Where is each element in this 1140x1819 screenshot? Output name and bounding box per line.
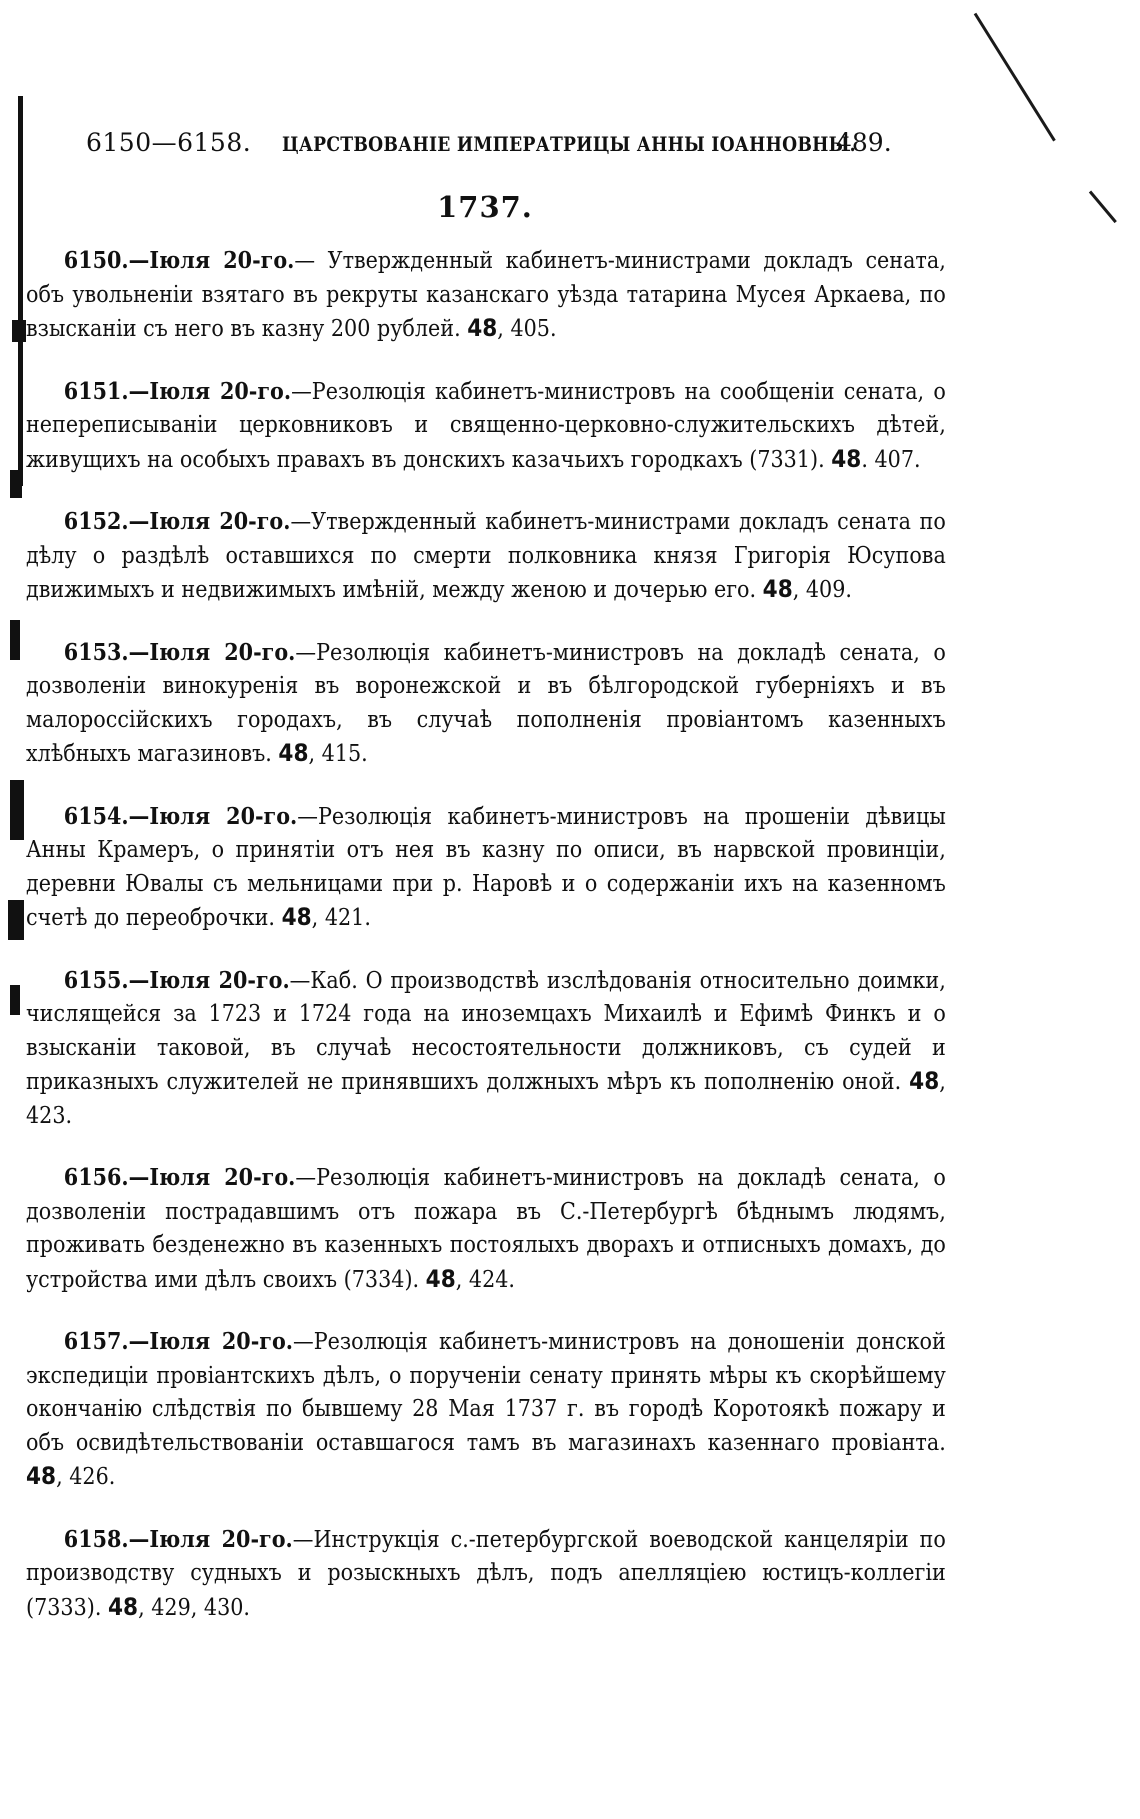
entry-date: —Іюля 20-го. — [128, 508, 291, 535]
entry-6153 — [26, 636, 946, 772]
scan-scratch-mark — [974, 13, 1056, 142]
entry-text: —Резолюція кабинетъ-министровъ на сообщеніи сената, о непереписываніи церковниковъ и священно-церковно-служительскихъ дѣтей, живущихъ на особыхъ правахъ въ донскихъ казачьихъ городкахъ (7331). — [26, 378, 946, 473]
entry-pages: , 424. — [455, 1266, 516, 1293]
entry-number: 6150. — [63, 247, 129, 274]
entry-date: —Іюля 20-го. — [128, 802, 298, 830]
entry-volume: 48 — [281, 903, 312, 931]
entry-6154 — [26, 800, 946, 936]
entry-6152 — [26, 505, 946, 608]
entry-volume: 48 — [909, 1067, 940, 1095]
entries-list — [26, 244, 946, 1653]
entry-pages: , 423. — [26, 1069, 946, 1129]
entry-number: 6151. — [63, 377, 129, 405]
entry-pages: , 415. — [308, 741, 368, 767]
scan-edge-mark — [18, 96, 23, 486]
entry-text: —Резолюція кабинетъ-министровъ на доношеніи донской экспедиціи провіантскихъ дѣлъ, о порученіи сенату принять мѣры къ скорѣйшему окончанію слѣдствія по бывшему 28 Мая 1737 г. въ городѣ Коротоякѣ пожару и объ освидѣтельствованіи оставшагося тамъ въ магазинахъ казеннаго провіанта. — [26, 1329, 946, 1456]
entry-pages: , 429, 430. — [138, 1594, 250, 1621]
entry-pages: , 426. — [56, 1464, 116, 1490]
entry-text: — Утвержденный кабинетъ-министрами докладъ сената, объ увольненіи взятаго въ рекруты казанскаго уѣзда татарина Мусея Аркаева, по взысканіи съ него въ казну 200 рублей. — [26, 248, 946, 342]
entry-date: —Іюля 20-го. — [128, 247, 295, 274]
entry-number: 6154. — [63, 802, 129, 830]
entry-range: 6150—6158. — [86, 128, 252, 157]
entry-number: 6158. — [63, 1525, 129, 1553]
scan-scratch-mark — [1089, 191, 1117, 224]
entry-6157 — [26, 1325, 946, 1495]
entry-text: —Инструкція с.-петербургской воеводской канцеляріи по производству судныхъ и розыскныхъ дѣлъ, подъ апелляціею юстицъ-коллегіи (7333). — [26, 1526, 946, 1621]
entry-text: —Утвержденный кабинетъ-министрами докладъ сената по дѣлу о раздѣлѣ оставшихся по смерти полковника князя Григорія Юсупова движимыхъ и недвижимыхъ имѣній, между женою и дочерью его. — [26, 509, 946, 603]
entry-text: —Резолюція кабинетъ-министровъ на прошеніи дѣвицы Анны Крамеръ, о принятіи отъ нея въ казну по описи, въ нарвской провинціи, деревни Ювалы съ мельницами при р. Наровѣ и о содержаніи ихъ на казенномъ счетѣ до переоброчки. — [26, 803, 946, 931]
scan-edge-mark — [8, 900, 24, 940]
year-heading: 1737. — [437, 190, 533, 224]
entry-pages: . 407. — [861, 446, 921, 473]
entry-number: 6157. — [63, 1328, 129, 1355]
page-number: 489. — [836, 128, 892, 157]
entry-text: —Резолюція кабинетъ-министровъ на докладѣ сената, о дозволеніи пострадавшимъ отъ пожара въ С.-Петербургѣ бѣднымъ людямъ, проживать безденежно въ казенныхъ постоялыхъ дворахъ и отписныхъ домахъ, до устройства ими дѣлъ своихъ (7334). — [26, 1165, 946, 1293]
entry-date: —Іюля 20-го. — [128, 1525, 293, 1553]
entry-6158 — [26, 1523, 946, 1626]
entry-6156 — [26, 1161, 946, 1297]
entry-6150 — [26, 244, 946, 347]
entry-date: —Іюля 20-го. — [128, 966, 290, 994]
page-header — [86, 128, 892, 168]
entry-6155 — [26, 964, 946, 1134]
scan-edge-mark — [10, 985, 20, 1015]
entry-volume: 48 — [425, 1264, 456, 1293]
scan-edge-mark — [10, 470, 22, 498]
entry-number: 6155. — [63, 966, 129, 994]
entry-pages: , 409. — [792, 577, 852, 603]
entry-volume: 48 — [278, 739, 309, 767]
entry-pages: , 405. — [497, 316, 557, 342]
entry-date: —Іюля 20-го. — [128, 377, 292, 405]
entry-volume: 48 — [762, 575, 793, 603]
entry-volume: 48 — [831, 444, 862, 473]
entry-volume: 48 — [467, 314, 498, 342]
entry-text: —Резолюція кабинетъ-министровъ на докладѣ сената, о дозволеніи винокуренія въ воронежской и въ бѣлгородской губерніяхъ и въ малороссійскихъ городахъ, въ случаѣ пополненія провіантомъ казенныхъ хлѣбныхъ магазиновъ. — [26, 639, 946, 767]
entry-date: —Іюля 20-го. — [128, 1164, 296, 1191]
entry-volume: 48 — [26, 1462, 57, 1490]
entry-date: —Іюля 20-го. — [128, 638, 296, 666]
entry-date: —Іюля 20-го. — [128, 1328, 294, 1355]
entry-number: 6152. — [63, 508, 129, 535]
entry-number: 6153. — [63, 638, 129, 666]
scan-edge-mark — [10, 780, 24, 840]
scan-edge-mark — [10, 620, 20, 660]
entry-number: 6156. — [63, 1164, 129, 1191]
scan-edge-mark — [12, 320, 26, 342]
entry-text: —Каб. О производствѣ изслѣдованія относительно доимки, числящейся за 1723 и 1724 года на иноземцахъ Михаилѣ и Ефимѣ Финкъ и о взысканіи таковой, въ случаѣ несостоятельности должниковъ, съ судей и приказныхъ служителей не принявшихъ должныхъ мѣръ къ пополненію оной. — [26, 967, 946, 1095]
entry-volume: 48 — [107, 1592, 139, 1621]
entry-pages: , 421. — [311, 905, 371, 931]
running-title: ЦАРСТВОВАНІЕ ИМПЕРАТРИЦЫ АННЫ ІОАННОВНЫ. — [282, 132, 856, 156]
entry-6151 — [26, 375, 946, 478]
